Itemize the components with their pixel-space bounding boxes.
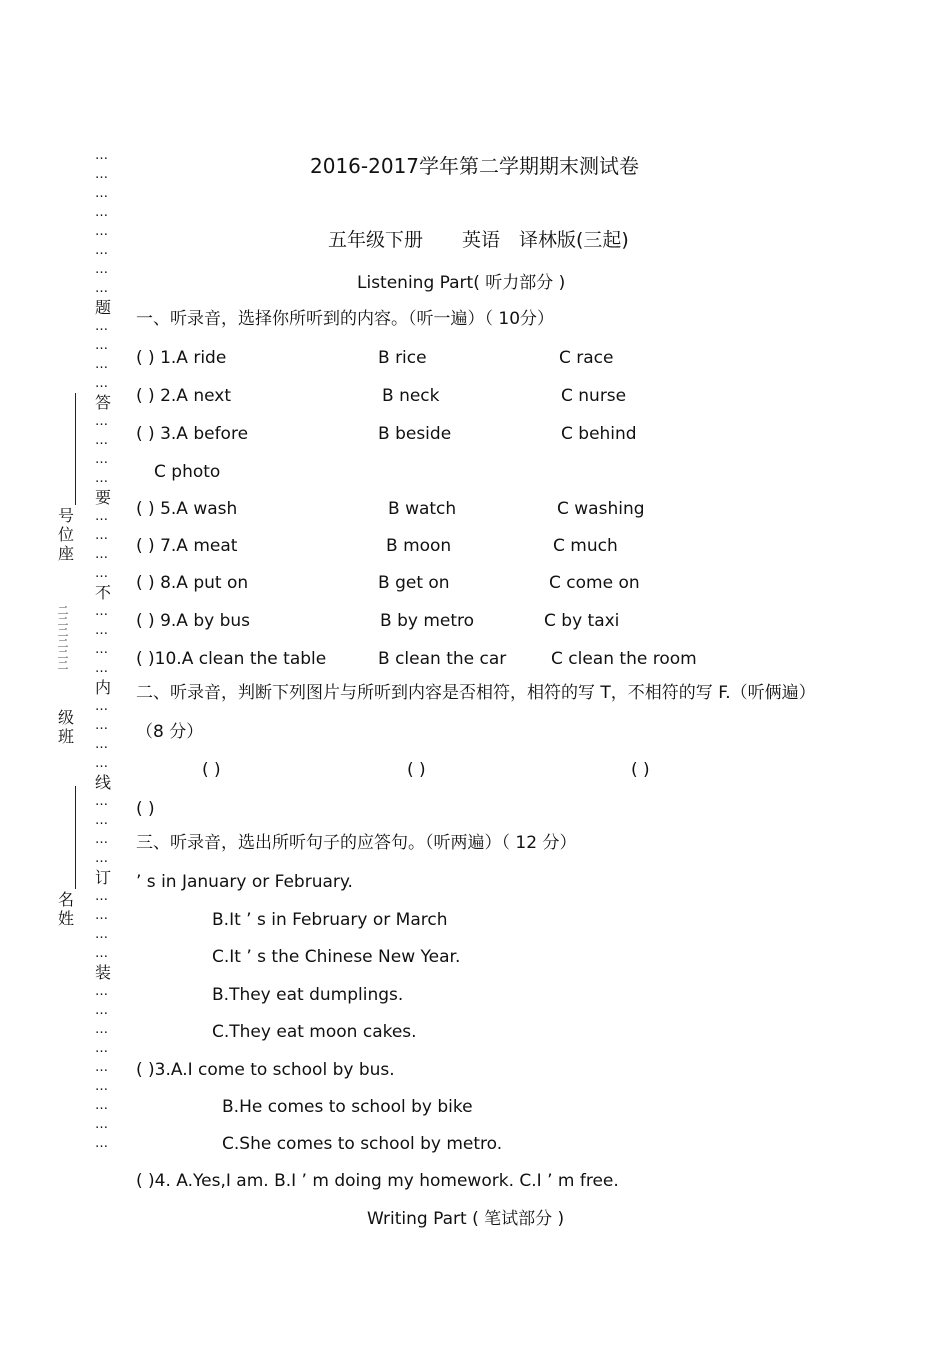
option-b: B moon <box>386 536 452 556</box>
binding-margin-column <box>95 146 117 1153</box>
listening-heading: Listening Part( 听力部分 ) <box>357 273 566 293</box>
binding-margin-char: 答 <box>95 393 112 412</box>
binding-margin-dots: … <box>95 205 107 220</box>
binding-margin-dots: … <box>95 1060 107 1075</box>
binding-margin-dots: … <box>95 1003 107 1018</box>
class-underline: 二二二二二二 <box>57 604 69 672</box>
section2-instruction: 二、听录音，判断下列图片与所听到内容是否相符，相符的写 T，不相符的写 F.（听俩遍） <box>136 683 816 703</box>
answer-blank[interactable]: ( ) <box>202 760 221 780</box>
answer-line: C.They eat moon cakes. <box>212 1022 417 1042</box>
binding-margin-dots: … <box>95 1079 107 1094</box>
option-c: C clean the room <box>551 649 697 669</box>
class-label: 级班 <box>57 708 74 746</box>
question-row: ( ) 2.A next <box>136 386 231 406</box>
subtitle-grade: 五年级下册 <box>328 229 424 251</box>
binding-margin-dots: … <box>95 471 107 486</box>
answer-line: B.He comes to school by bike <box>222 1097 473 1117</box>
binding-margin-char: 线 <box>95 773 112 792</box>
option-c: C race <box>559 348 614 368</box>
section1-instruction: 一、听录音，选择你所听到的内容。（听一遍）（ 10分） <box>136 309 555 329</box>
option-c: C come on <box>549 573 640 593</box>
question-row: ( ) 8.A put on <box>136 573 249 593</box>
option-b: B clean the car <box>378 649 507 669</box>
seat-number-label: 号位座 <box>57 506 74 563</box>
binding-margin-dots: … <box>95 281 107 296</box>
question-row: ( )4. A.Yes,I am. B.I ’ m doing my homework. C.I ’ m free. <box>136 1171 619 1191</box>
answer-line: C.It ’ s the Chinese New Year. <box>212 947 461 967</box>
binding-margin-dots: … <box>95 319 107 334</box>
binding-margin-dots: … <box>95 699 107 714</box>
question-row: ( ) 1.A ride <box>136 348 227 368</box>
name-label: 名姓 <box>57 890 74 928</box>
option-b: B beside <box>378 424 452 444</box>
question-row: ( ) 5.A wash <box>136 499 238 519</box>
binding-margin-dots: … <box>95 1022 107 1037</box>
binding-margin-char: 装 <box>95 963 112 982</box>
binding-margin-dots: … <box>95 737 107 752</box>
binding-margin-dots: … <box>95 148 107 163</box>
binding-margin-dots: … <box>95 832 107 847</box>
exam-title: 2016-2017学年第二学期期末测试卷 <box>310 154 640 178</box>
option-c: C behind <box>561 424 637 444</box>
option-c: C photo <box>154 462 221 482</box>
answer-blank[interactable]: ( ) <box>407 760 426 780</box>
binding-margin-char: 不 <box>95 583 112 602</box>
binding-margin-dots: … <box>95 528 107 543</box>
binding-margin-dots: … <box>95 756 107 771</box>
answer-blank[interactable]: ( ) <box>631 760 650 780</box>
binding-margin-dots: … <box>95 718 107 733</box>
option-b: B get on <box>378 573 450 593</box>
subtitle-subject: 英语 <box>462 229 501 251</box>
binding-margin-dots: … <box>95 243 107 258</box>
option-c: C much <box>553 536 618 556</box>
answer-line: C.She comes to school by metro. <box>222 1134 503 1154</box>
section2-instruction-score: （8 分） <box>136 722 204 742</box>
answer-blank[interactable]: ( ) <box>136 799 155 819</box>
option-b: B neck <box>382 386 440 406</box>
binding-margin-dots: … <box>95 946 107 961</box>
binding-margin-dots: … <box>95 509 107 524</box>
answer-line: ’ s in January or February. <box>136 872 353 892</box>
binding-margin-dots: … <box>95 433 107 448</box>
binding-margin-char: 要 <box>95 488 112 507</box>
binding-margin-dots: … <box>95 566 107 581</box>
option-b: B by metro <box>380 611 475 631</box>
answer-line: B.It ’ s in February or March <box>212 910 448 930</box>
binding-margin-dots: … <box>95 984 107 999</box>
binding-margin-dots: … <box>95 376 107 391</box>
question-row: ( ) 3.A before <box>136 424 249 444</box>
binding-margin-char: 题 <box>95 298 112 317</box>
binding-margin-dots: … <box>95 338 107 353</box>
binding-margin-dots: … <box>95 851 107 866</box>
binding-margin-dots: … <box>95 452 107 467</box>
binding-margin-dots: … <box>95 167 107 182</box>
binding-margin-dots: … <box>95 186 107 201</box>
binding-margin-dots: … <box>95 889 107 904</box>
option-c: C by taxi <box>544 611 620 631</box>
question-row: ( ) 7.A meat <box>136 536 238 556</box>
seat-number-line <box>75 393 76 505</box>
option-b: B watch <box>388 499 457 519</box>
binding-margin-dots: … <box>95 262 107 277</box>
binding-margin-dots: … <box>95 547 107 562</box>
question-row: ( )10.A clean the table <box>136 649 327 669</box>
name-line <box>75 786 76 889</box>
binding-margin-dots: … <box>95 224 107 239</box>
question-row: ( )3.A.I come to school by bus. <box>136 1060 395 1080</box>
binding-margin-char: 内 <box>95 678 112 697</box>
writing-heading: Writing Part ( 笔试部分 ) <box>367 1209 565 1229</box>
binding-margin-dots: … <box>95 927 107 942</box>
binding-margin-dots: … <box>95 623 107 638</box>
option-c: C nurse <box>561 386 627 406</box>
binding-margin-dots: … <box>95 794 107 809</box>
binding-margin-dots: … <box>95 908 107 923</box>
binding-margin-dots: … <box>95 642 107 657</box>
binding-margin-dots: … <box>95 1136 107 1151</box>
section3-instruction: 三、听录音，选出所听句子的应答句。（听两遍）（ 12 分） <box>136 833 577 853</box>
binding-margin-dots: … <box>95 357 107 372</box>
binding-margin-dots: … <box>95 1041 107 1056</box>
binding-margin-dots: … <box>95 1117 107 1132</box>
binding-margin-dots: … <box>95 813 107 828</box>
option-b: B rice <box>378 348 427 368</box>
binding-margin-dots: … <box>95 661 107 676</box>
question-row: ( ) 9.A by bus <box>136 611 251 631</box>
subtitle-edition: 译林版(三起) <box>519 229 629 251</box>
answer-line: B.They eat dumplings. <box>212 985 404 1005</box>
binding-margin-dots: … <box>95 1098 107 1113</box>
binding-margin-char: 订 <box>95 868 112 887</box>
binding-margin-dots: … <box>95 604 107 619</box>
binding-margin-dots: … <box>95 414 107 429</box>
option-c: C washing <box>557 499 645 519</box>
